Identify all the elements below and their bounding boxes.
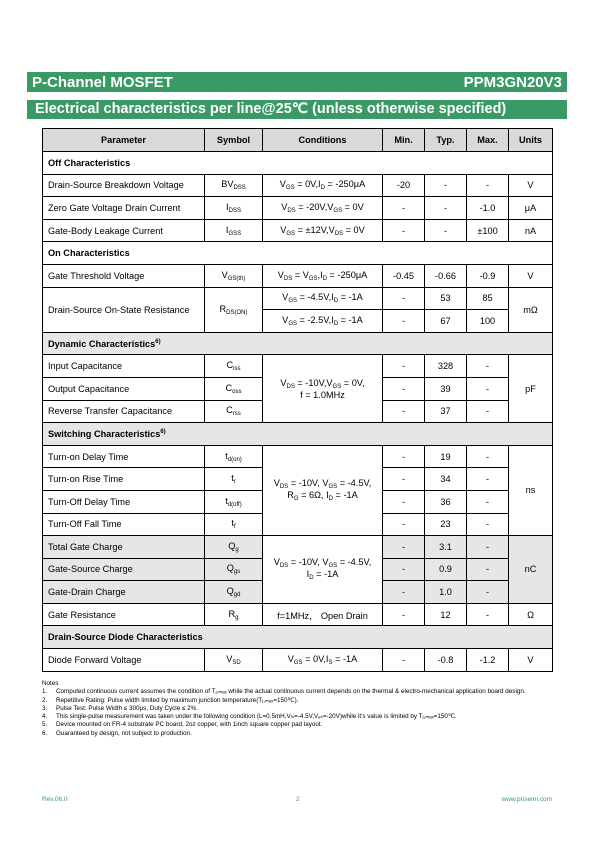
min-cell: - (383, 219, 425, 242)
typ-cell: - (425, 219, 467, 242)
condition-cell: f=1MHz， Open Drain (263, 603, 383, 626)
param-cell: Drain-Source On-State Resistance (43, 287, 205, 332)
condition-cell: $V_{GS} = 0V,I_D = -250\mu A$ (263, 174, 383, 197)
param-cell: Gate-Body Leakage Current (43, 219, 205, 242)
symbol-cell: $C_{oss}$ (205, 377, 263, 400)
max-cell: - (467, 558, 509, 581)
min-cell: -0.45 (383, 264, 425, 287)
table-row (43, 219, 553, 242)
param-cell: Diode Forward Voltage (43, 649, 205, 672)
param-cell: Output Capacitance (43, 377, 205, 400)
section-switching-title: Switching Characteristics$^{6)}$ (43, 423, 553, 446)
max-cell: - (467, 536, 509, 559)
section-row-dynamic (43, 332, 553, 355)
header-conditions: Conditions (263, 129, 383, 152)
table-row (43, 287, 553, 310)
condition-cell: $V_{DS} = V_{GS},I_D = -250\mu A$ (263, 264, 383, 287)
unit-cell: nC (509, 536, 553, 604)
typ-cell: 0.9 (425, 558, 467, 581)
min-cell: - (383, 581, 425, 604)
max-cell: -0.9 (467, 264, 509, 287)
unit-cell: V (509, 649, 553, 672)
max-cell: - (467, 377, 509, 400)
typ-cell: 3.1 (425, 536, 467, 559)
header-symbol: Symbol (205, 129, 263, 152)
min-cell: - (383, 377, 425, 400)
typ-cell: -0.66 (425, 264, 467, 287)
symbol-cell: $C_{iss}$ (205, 355, 263, 378)
condition-cell: $V_{GS} = \pm 12V,V_{DS} = 0V$ (263, 219, 383, 242)
max-cell: - (467, 355, 509, 378)
symbol-cell: $I_{DSS}$ (205, 197, 263, 220)
title-bar (27, 72, 567, 92)
table-row (43, 174, 553, 197)
table-row (43, 536, 553, 559)
min-cell: - (383, 197, 425, 220)
section-on-title: On Characteristics (43, 242, 553, 265)
table-row (43, 197, 553, 220)
max-cell: 100 (467, 310, 509, 333)
page-number: 2 (296, 796, 300, 803)
min-cell: - (383, 513, 425, 536)
symbol-cell: $V_{GS(th)}$ (205, 264, 263, 287)
param-cell: Zero Gate Voltage Drain Current (43, 197, 205, 220)
header-parameter: Parameter (43, 129, 205, 152)
typ-cell: 37 (425, 400, 467, 423)
max-cell: - (467, 174, 509, 197)
section-title: Electrical characteristics per line@25℃ (unless otherwise specified) (35, 101, 507, 117)
symbol-cell: $t_f$ (205, 513, 263, 536)
typ-cell: 328 (425, 355, 467, 378)
table-row (43, 264, 553, 287)
min-cell: - (383, 355, 425, 378)
param-cell: Total Gate Charge (43, 536, 205, 559)
typ-cell: 34 (425, 468, 467, 491)
typ-cell: - (425, 197, 467, 220)
note-item: 6. Guaranteed by design, not subject to production. (42, 729, 192, 737)
condition-cell: $V_{DS} = -10V$, $V_{GS} = -4.5V$, $R_G = 6\Omega$, $I_D = -1A$ (263, 445, 383, 535)
param-cell: Gate Resistance (43, 603, 205, 626)
symbol-cell: $Q_{gs}$ (205, 558, 263, 581)
typ-cell: - (425, 174, 467, 197)
condition-cell: $V_{DS} = -20V,V_{GS} = 0V$ (263, 197, 383, 220)
section-title-bar (27, 100, 567, 119)
symbol-cell: $V_{SD}$ (205, 649, 263, 672)
param-cell: Gate Threshold Voltage (43, 264, 205, 287)
min-cell: - (383, 287, 425, 310)
max-cell: - (467, 445, 509, 468)
param-cell: Turn-on Rise Time (43, 468, 205, 491)
param-cell: Input Capacitance (43, 355, 205, 378)
max-cell: -1.2 (467, 649, 509, 672)
header-units: Units (509, 129, 553, 152)
condition-cell: $V_{GS} = -2.5V,I_D = -1A$ (263, 310, 383, 333)
section-diode-title: Drain-Source Diode Characteristics (43, 626, 553, 649)
typ-cell: 12 (425, 603, 467, 626)
symbol-cell: $R_g$ (205, 603, 263, 626)
unit-cell: μA (509, 197, 553, 220)
param-cell: Drain-Source Breakdown Voltage (43, 174, 205, 197)
min-cell: - (383, 400, 425, 423)
min-cell: - (383, 468, 425, 491)
typ-cell: 39 (425, 377, 467, 400)
unit-cell: mΩ (509, 287, 553, 332)
symbol-cell: $Q_{gd}$ (205, 581, 263, 604)
notes-title: Notes (42, 680, 59, 687)
min-cell: - (383, 603, 425, 626)
min-cell: - (383, 558, 425, 581)
table-row (43, 445, 553, 468)
max-cell: -1.0 (467, 197, 509, 220)
min-cell: -20 (383, 174, 425, 197)
typ-cell: 53 (425, 287, 467, 310)
param-cell: Reverse Transfer Capacitance (43, 400, 205, 423)
symbol-cell: $t_{d(off)}$ (205, 490, 263, 513)
typ-cell: 19 (425, 445, 467, 468)
param-cell: Gate-Drain Charge (43, 581, 205, 604)
max-cell: - (467, 513, 509, 536)
section-row-on (43, 242, 553, 265)
symbol-cell: $BV_{DSS}$ (205, 174, 263, 197)
max-cell: - (467, 603, 509, 626)
param-cell: Gate-Source Charge (43, 558, 205, 581)
symbol-cell: $Q_g$ (205, 536, 263, 559)
param-cell: Turn-Off Delay Time (43, 490, 205, 513)
condition-cell: $V_{DS} = -10V$, $V_{GS} = -4.5V$, $I_D = -1A$ (263, 536, 383, 604)
param-cell: Turn-Off Fall Time (43, 513, 205, 536)
max-cell: - (467, 490, 509, 513)
min-cell: - (383, 445, 425, 468)
table-row (43, 603, 553, 626)
header-max: Max. (467, 129, 509, 152)
note-item: 3. Pulse Test: Pulse Width ≤ 300μs, Duty Cycle ≤ 2%. (42, 704, 199, 712)
unit-cell: ns (509, 445, 553, 535)
revision-label: Rev.06.0 (42, 796, 68, 803)
typ-cell: -0.8 (425, 649, 467, 672)
note-item: 1. Computed continuous current assumes the condition of Tⱼ,ₘₐₓ while the actual continuous current depends on the thermal & electro-mechanical application board design. (42, 688, 526, 696)
part-number: PPM3GN20V3 (463, 74, 562, 91)
condition-cell: $V_{GS} = -4.5V,I_D = -1A$ (263, 287, 383, 310)
typ-cell: 67 (425, 310, 467, 333)
min-cell: - (383, 649, 425, 672)
max-cell: ±100 (467, 219, 509, 242)
website-link[interactable]: www.prisemi.com (501, 796, 552, 803)
section-row-off (43, 152, 553, 175)
symbol-cell: $R_{DS(ON)}$ (205, 287, 263, 332)
header-typ: Typ. (425, 129, 467, 152)
table-row (43, 355, 553, 378)
unit-cell: pF (509, 355, 553, 423)
min-cell: - (383, 310, 425, 333)
header-min: Min. (383, 129, 425, 152)
condition-cell: $V_{DS} = -10V,V_{GS} = 0V$, f = 1.0MHz (263, 355, 383, 423)
section-row-switching (43, 423, 553, 446)
section-dynamic-title: Dynamic Characteristics$^{6)}$ (43, 332, 553, 355)
symbol-cell: $C_{rss}$ (205, 400, 263, 423)
max-cell: 85 (467, 287, 509, 310)
symbol-cell: $t_{d(on)}$ (205, 445, 263, 468)
note-item: 5. Device mounted on FR-4 substrate PC board, 2oz copper, with 1inch square copper pad layout. (42, 721, 323, 729)
typ-cell: 1.0 (425, 581, 467, 604)
table-header-row (43, 129, 553, 152)
symbol-cell: $I_{GSS}$ (205, 219, 263, 242)
unit-cell: nA (509, 219, 553, 242)
min-cell: - (383, 536, 425, 559)
max-cell: - (467, 581, 509, 604)
table-row (43, 649, 553, 672)
notes-section (42, 680, 554, 738)
note-item: 4. This single-pulse measurement was taken under the following condition (L=0.5mH,Vₗₛ=-4.5V,Vₔₛ=-20V)while it's value is limited by Tⱼ,ₘₐₓ=150℃. (42, 713, 457, 721)
min-cell: - (383, 490, 425, 513)
electrical-characteristics-table (42, 128, 553, 672)
unit-cell: V (509, 264, 553, 287)
symbol-cell: $t_r$ (205, 468, 263, 491)
max-cell: - (467, 400, 509, 423)
unit-cell: Ω (509, 603, 553, 626)
typ-cell: 36 (425, 490, 467, 513)
unit-cell: V (509, 174, 553, 197)
condition-cell: $V_{GS} = 0V,I_S = -1A$ (263, 649, 383, 672)
product-line: P-Channel MOSFET (32, 74, 173, 91)
param-cell: Turn-on Delay Time (43, 445, 205, 468)
max-cell: - (467, 468, 509, 491)
typ-cell: 23 (425, 513, 467, 536)
note-item: 2. Repetitive Rating: Pulse width limited by maximum junction temperature(Tⱼ,ₘₐₓ=150℃). (42, 696, 299, 704)
section-row-diode (43, 626, 553, 649)
section-off-title: Off Characteristics (43, 152, 553, 175)
